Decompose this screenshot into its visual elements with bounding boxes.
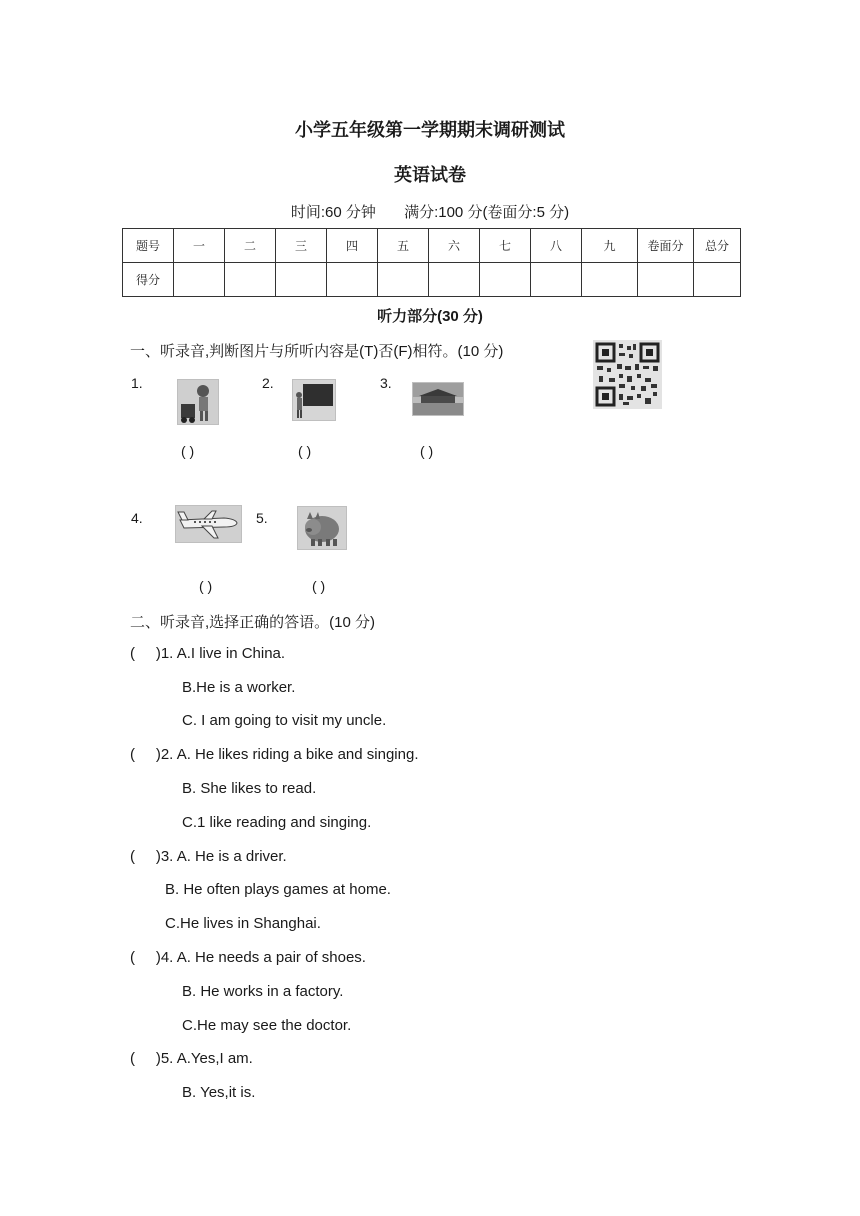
question-number[interactable]: ( )4.: [130, 949, 177, 966]
score-header-cell: 七: [480, 229, 531, 263]
score-header-cell: 题号: [123, 229, 174, 263]
score-cell[interactable]: [694, 263, 741, 297]
blackboard-picture-icon: [292, 379, 336, 421]
answer-blank[interactable]: ( ): [298, 443, 312, 459]
option-b: B. He works in a factory.: [182, 983, 344, 1000]
part1-instruction: 一、听录音,判断图片与所听内容是(T)否(F)相符。(10 分): [130, 343, 504, 360]
option-c: C.1 like reading and singing.: [182, 814, 372, 831]
option-b: B. She likes to read.: [182, 780, 317, 797]
option-c: C.He lives in Shanghai.: [165, 915, 321, 932]
picture-item-number: 3.: [380, 375, 392, 391]
question-number[interactable]: ( )3.: [130, 848, 177, 865]
question-number[interactable]: ( )5.: [130, 1050, 177, 1067]
option-b: B.He is a worker.: [182, 679, 296, 696]
exam-full-score: 满分:100 分(卷面分:5 分): [404, 204, 570, 221]
answer-blank[interactable]: ( ): [420, 443, 434, 459]
exam-time: 时间:60 分钟: [290, 204, 376, 221]
exam-subtitle: 英语试卷: [394, 165, 466, 185]
score-cell[interactable]: [480, 263, 531, 297]
girl-train-picture-icon: [177, 379, 219, 425]
qr-code-icon: [593, 340, 662, 409]
part2-instruction: 二、听录音,选择正确的答语。(10 分): [130, 614, 376, 631]
picture-item-number: 2.: [262, 375, 274, 391]
score-cell[interactable]: [225, 263, 276, 297]
question-number[interactable]: ( )2.: [130, 746, 177, 763]
score-header-cell: 三: [276, 229, 327, 263]
answer-blank[interactable]: ( ): [199, 578, 213, 594]
score-table-header-row: [123, 229, 741, 263]
option-a: A. He is a driver.: [176, 848, 287, 865]
question-number[interactable]: ( )1.: [130, 645, 177, 662]
landmark-picture-icon: [412, 382, 464, 416]
picture-item-number: 1.: [131, 375, 143, 391]
score-cell[interactable]: [531, 263, 582, 297]
score-row-label: 得分: [123, 263, 174, 297]
option-c: C.He may see the doctor.: [182, 1017, 352, 1034]
score-header-cell: 八: [531, 229, 582, 263]
option-a: A. He likes riding a bike and singing.: [176, 746, 419, 763]
score-cell[interactable]: [378, 263, 429, 297]
exam-info: [0, 201, 860, 222]
score-cell[interactable]: [174, 263, 225, 297]
score-cell[interactable]: [429, 263, 480, 297]
question-2: [130, 746, 419, 763]
pig-picture-icon: [297, 506, 347, 550]
answer-blank[interactable]: ( ): [181, 443, 195, 459]
exam-title: 小学五年级第一学期期末调研测试: [295, 120, 565, 140]
score-cell[interactable]: [638, 263, 694, 297]
score-header-cell: 五: [378, 229, 429, 263]
score-header-cell: 卷面分: [638, 229, 694, 263]
question-3: [130, 848, 287, 865]
option-a: A.I live in China.: [176, 645, 286, 662]
option-c: C. I am going to visit my uncle.: [182, 712, 387, 729]
score-cell[interactable]: [276, 263, 327, 297]
picture-item-number: 4.: [131, 510, 143, 526]
question-1: [130, 645, 285, 662]
airplane-picture-icon: [175, 505, 242, 543]
option-a: A. He needs a pair of shoes.: [176, 949, 366, 966]
option-b: B. He often plays games at home.: [165, 881, 391, 898]
score-cell[interactable]: [582, 263, 638, 297]
score-header-cell: 六: [429, 229, 480, 263]
option-a: A.Yes,I am.: [176, 1050, 253, 1067]
question-4: [130, 949, 366, 966]
listening-section-title: 听力部分(30 分): [377, 308, 483, 325]
option-b: B. Yes,it is.: [182, 1084, 256, 1101]
question-5: [130, 1050, 253, 1067]
score-header-cell: 二: [225, 229, 276, 263]
score-header-cell: 四: [327, 229, 378, 263]
score-table: [122, 228, 741, 297]
score-cell[interactable]: [327, 263, 378, 297]
score-header-cell: 一: [174, 229, 225, 263]
score-header-cell: 九: [582, 229, 638, 263]
picture-item-number: 5.: [256, 510, 268, 526]
answer-blank[interactable]: ( ): [312, 578, 326, 594]
score-header-cell: 总分: [694, 229, 741, 263]
score-table-score-row: [123, 263, 741, 297]
